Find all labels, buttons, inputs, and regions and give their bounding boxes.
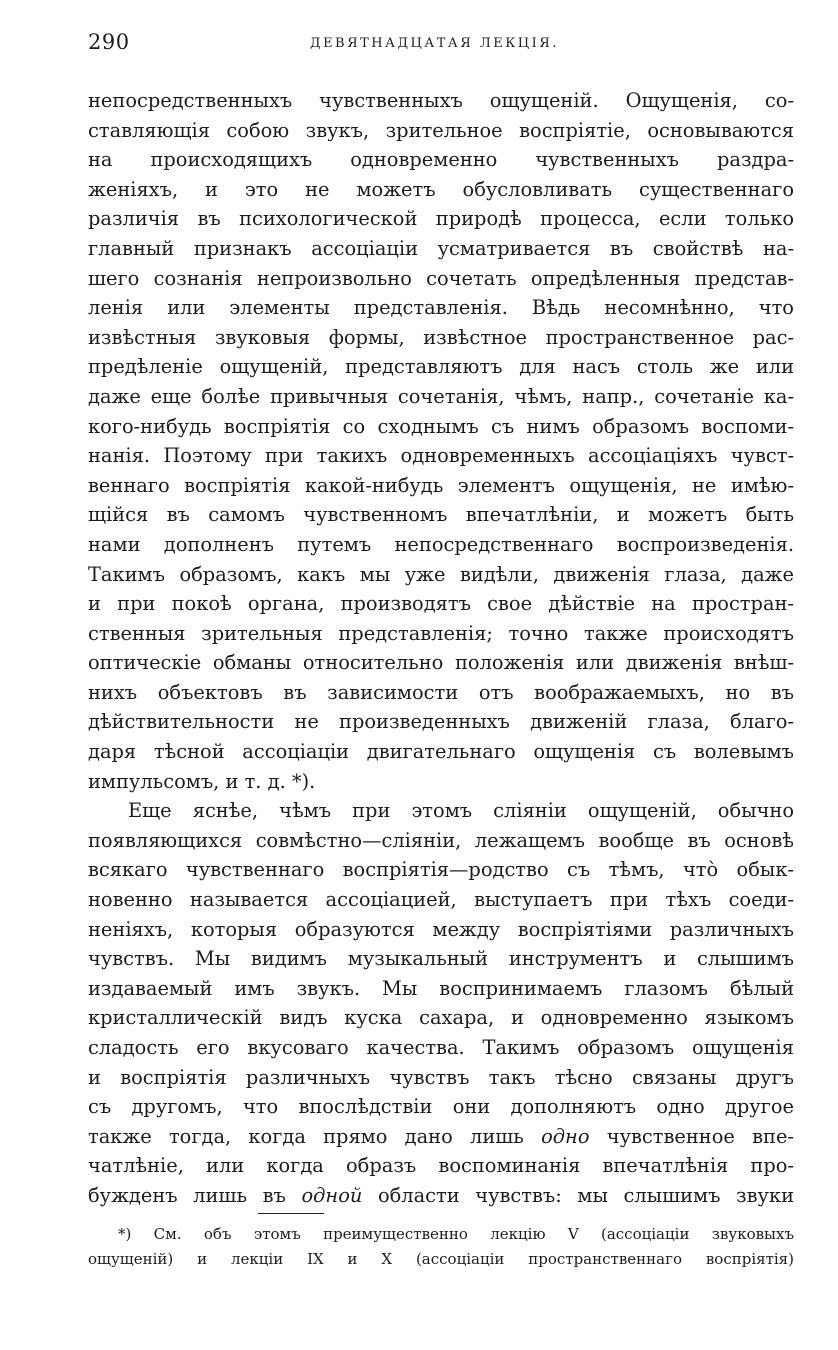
text-line: издаваемый имъ звукъ. Мы воспринимаемъ глазомъ бѣлый bbox=[88, 976, 794, 1000]
text-line: даже еще болѣе привычныя сочетанія, чѣмъ, напр., сочетаніе ка- bbox=[88, 384, 794, 408]
text-line: нихъ объектовъ въ зависимости отъ воображаемыхъ, но въ bbox=[88, 680, 794, 704]
text-line: сладость его вкусоваго качества. Такимъ образомъ ощущенія bbox=[88, 1036, 794, 1059]
text-line: даря тѣсной ассоціаціи двигательнаго ощущенія съ волевымъ bbox=[88, 740, 794, 764]
text-line: кого-нибудь воспріятія со сходнымъ съ нимъ образомъ воспоми- bbox=[88, 414, 794, 438]
text-line-mixed bbox=[88, 1181, 794, 1211]
text-line: чатлѣніе, или когда образъ воспоминанія впечатлѣнія про- bbox=[88, 1154, 794, 1178]
text-line: предѣленіе ощущеній, представляютъ для насъ столь же или bbox=[88, 355, 794, 379]
footnote-line: *) См. объ этомъ преимущественно лекцію V (ассоціаціи звуковыхъ bbox=[118, 1225, 794, 1243]
text-line: непосредственныхъ чувственныхъ ощущеній. Ощущенія, со- bbox=[88, 89, 794, 112]
text-line: кристаллическій видъ куска сахара, и одновременно языкомъ bbox=[88, 1006, 794, 1030]
text-line: чувствъ. Мы видимъ музыкальный инструментъ и слышимъ bbox=[88, 947, 794, 971]
text-line: импульсомъ, и т. д. *). bbox=[88, 769, 316, 793]
text-line: ставляющія собою звукъ, зрительное воспріятіе, основываются bbox=[88, 118, 794, 142]
italic-word: одной bbox=[301, 1183, 363, 1207]
text-line: неніяхъ, которыя образуются между воспріятіями различныхъ bbox=[88, 917, 794, 941]
text-line: главный признакъ ассоціаціи усматривается въ свойствѣ на- bbox=[88, 236, 794, 260]
text-line: оптическіе обманы относительно положенія или движенія внѣш- bbox=[88, 651, 794, 675]
running-head: ДЕВЯТНАДЦАТАЯ ЛЕКЦІЯ. bbox=[310, 36, 559, 51]
text-run: области чувствъ: мы слышимъ звуки bbox=[362, 1183, 794, 1207]
text-line: всякаго чувственнаго воспріятія—родство съ тѣмъ, что̀ обык- bbox=[88, 858, 794, 882]
text-line: извѣстныя звуковыя формы, извѣстное пространственное рас- bbox=[88, 325, 794, 349]
text-line: Еще яснѣе, чѣмъ при этомъ сліяніи ощущеній, обычно bbox=[128, 799, 794, 823]
footnote-line: ощущеній) и лекціи IX и X (ассоціаціи пространственнаго воспріятія) bbox=[88, 1250, 794, 1268]
text-line: щійся въ самомъ чувственномъ впечатлѣніи, и можетъ быть bbox=[88, 503, 794, 527]
page-header bbox=[88, 30, 792, 60]
main-text bbox=[88, 86, 794, 1211]
text-line: ственныя зрительныя представленія; точно также происходятъ bbox=[88, 621, 794, 645]
text-line: нанія. Поэтому при такихъ одновременныхъ ассоціаціяхъ чувст- bbox=[88, 444, 794, 468]
text-line: появляющихся совмѣстно—сліяніи, лежащемъ вообще въ основѣ bbox=[88, 828, 794, 852]
text-line: нами дополненъ путемъ непосредственнаго воспроизведенія. bbox=[88, 532, 794, 556]
footnote bbox=[88, 1222, 794, 1272]
text-line: на происходящихъ одновременно чувственныхъ раздра- bbox=[88, 148, 794, 172]
text-line: и воспріятія различныхъ чувствъ такъ тѣсно связаны другъ bbox=[88, 1065, 794, 1089]
text-line: веннаго воспріятія какой-нибудь элементъ ощущенія, не имѣю- bbox=[88, 473, 794, 497]
text-line: дѣйствительности не произведенныхъ движеній глаза, благо- bbox=[88, 710, 794, 734]
italic-word: одно bbox=[541, 1124, 590, 1148]
text-line-mixed bbox=[88, 1122, 794, 1152]
text-line: съ другомъ, что впослѣдствіи они дополняютъ одно другое bbox=[88, 1095, 794, 1119]
text-line: и при покоѣ органа, производятъ свое дѣйствіе на простран- bbox=[88, 592, 794, 616]
text-run: чувственное впе- bbox=[589, 1124, 794, 1148]
text-line: новенно называется ассоціацией, выступаетъ при тѣхъ соеди- bbox=[88, 888, 794, 912]
text-line: различія въ психологической природѣ процесса, если только bbox=[88, 207, 794, 231]
text-line: женіяхъ, и это не можетъ обусловливать существеннаго bbox=[88, 177, 794, 201]
text-line: ленія или элементы представленія. Вѣдь несомнѣнно, что bbox=[88, 296, 794, 320]
text-run: бужденъ лишь въ bbox=[88, 1183, 302, 1207]
text-line: Такимъ образомъ, какъ мы уже видѣли, движенія глаза, даже bbox=[88, 562, 794, 586]
page-number: 290 bbox=[88, 30, 130, 54]
footnote-divider bbox=[258, 1213, 324, 1214]
text-run: также тогда, когда прямо дано лишь bbox=[88, 1124, 542, 1148]
text-line: шего сознанія непроизвольно сочетать опредѣленныя представ- bbox=[88, 266, 794, 290]
